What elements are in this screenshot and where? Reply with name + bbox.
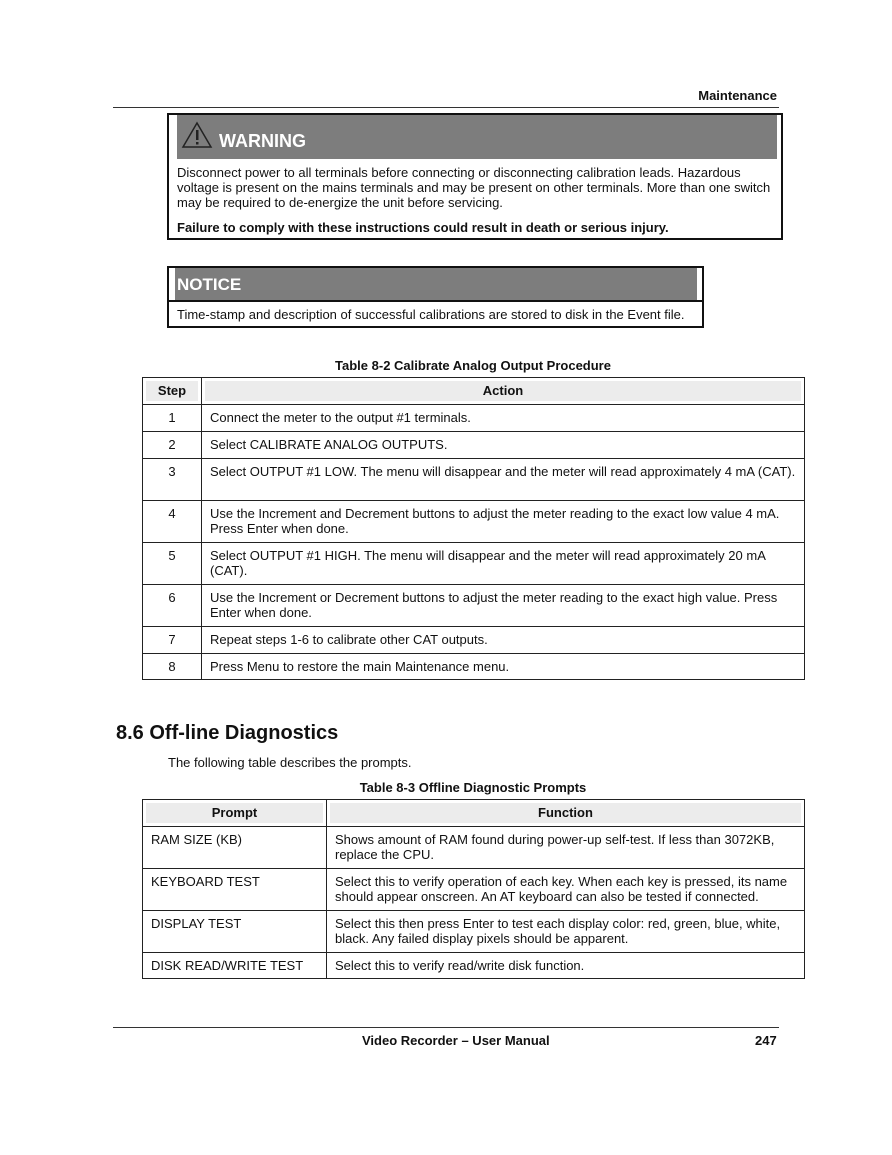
footer-title: Video Recorder – User Manual: [362, 1033, 550, 1048]
table-row: [143, 654, 805, 680]
table2-caption: Table 8-3 Offline Diagnostic Prompts: [359, 780, 587, 795]
footer-rule: [113, 1027, 779, 1028]
table-row: [143, 501, 805, 543]
table-cell-key: 3: [143, 459, 202, 501]
table-cell-text: Select this to verify read/write disk function.: [327, 953, 805, 979]
warning-text: Disconnect power to all terminals before connecting or disconnecting calibration leads. Hazardous voltage is present on the mains terminals and may be present on other terminals. More than one switch may be required to de-energize the unit before servicing.: [177, 165, 771, 210]
table-cell-text: Use the Increment and Decrement buttons to adjust the meter reading to the exact low value 4 mA. Press Enter when done.: [202, 501, 805, 543]
table-cell-text: Press Menu to restore the main Maintenance menu.: [202, 654, 805, 680]
running-header: Maintenance: [698, 88, 777, 103]
table-row: [143, 911, 805, 953]
page-number: 247: [755, 1033, 777, 1048]
table-cell-key: KEYBOARD TEST: [143, 869, 327, 911]
notice-header: [175, 268, 697, 300]
table-row: [143, 953, 805, 979]
table-row: [143, 543, 805, 585]
table-cell-key: 5: [143, 543, 202, 585]
table-row: [143, 405, 805, 432]
table-cell-text: Select CALIBRATE ANALOG OUTPUTS.: [202, 432, 805, 459]
warning-header: [177, 115, 777, 159]
table-cell-key: 4: [143, 501, 202, 543]
warning-consequence: Failure to comply with these instructions could result in death or serious injury.: [177, 220, 669, 235]
table-cell-key: RAM SIZE (KB): [143, 827, 327, 869]
table-cell-key: 6: [143, 585, 202, 627]
table2-header-prompt: Prompt: [143, 800, 327, 827]
table1-header-action: Action: [202, 378, 805, 405]
table-cell-text: Repeat steps 1-6 to calibrate other CAT outputs.: [202, 627, 805, 654]
table-cell-key: 1: [143, 405, 202, 432]
table-row: [143, 459, 805, 501]
table2-header-function: Function: [327, 800, 805, 827]
notice-title: NOTICE: [177, 275, 242, 294]
table-row: [143, 627, 805, 654]
notice-box: [167, 266, 704, 328]
notice-divider: [169, 300, 702, 302]
warning-triangle-icon: [181, 121, 213, 149]
table-row: [143, 585, 805, 627]
table-cell-key: DISK READ/WRITE TEST: [143, 953, 327, 979]
table-cell-key: 2: [143, 432, 202, 459]
section-intro: The following table describes the prompts.: [168, 755, 412, 770]
table-cell-key: DISPLAY TEST: [143, 911, 327, 953]
warning-box: [167, 113, 783, 240]
table-cell-text: Select OUTPUT #1 HIGH. The menu will disappear and the meter will read approximately 20 mA (CAT).: [202, 543, 805, 585]
diagnostic-prompts-table: [142, 799, 805, 979]
table-cell-text: Select this to verify operation of each key. When each key is pressed, its name should appear onscreen. An AT keyboard can also be tested if connected.: [327, 869, 805, 911]
warning-title: WARNING: [219, 131, 306, 151]
table-cell-text: Shows amount of RAM found during power-up self-test. If less than 3072KB, replace the CPU.: [327, 827, 805, 869]
table-cell-text: Select this then press Enter to test each display color: red, green, blue, white, black. Any failed display pixels should be apparent.: [327, 911, 805, 953]
table-row: [143, 869, 805, 911]
table-cell-key: 7: [143, 627, 202, 654]
table1-caption: Table 8-2 Calibrate Analog Output Procedure: [335, 358, 611, 373]
table-row: [143, 827, 805, 869]
section-heading: 8.6 Off-line Diagnostics: [116, 722, 339, 744]
table-cell-key: 8: [143, 654, 202, 680]
table2-header-row: [143, 800, 805, 827]
table1-header-step: Step: [143, 378, 202, 405]
notice-text: Time-stamp and description of successful calibrations are stored to disk in the Event file.: [177, 307, 685, 322]
calibrate-procedure-table: [142, 377, 805, 680]
table1-header-row: [143, 378, 805, 405]
table-row: [143, 432, 805, 459]
table-cell-text: Connect the meter to the output #1 terminals.: [202, 405, 805, 432]
table-cell-text: Select OUTPUT #1 LOW. The menu will disappear and the meter will read approximately 4 mA (CAT).: [202, 459, 805, 501]
header-rule: [113, 107, 779, 108]
table-cell-text: Use the Increment or Decrement buttons to adjust the meter reading to the exact high value. Press Enter when done.: [202, 585, 805, 627]
